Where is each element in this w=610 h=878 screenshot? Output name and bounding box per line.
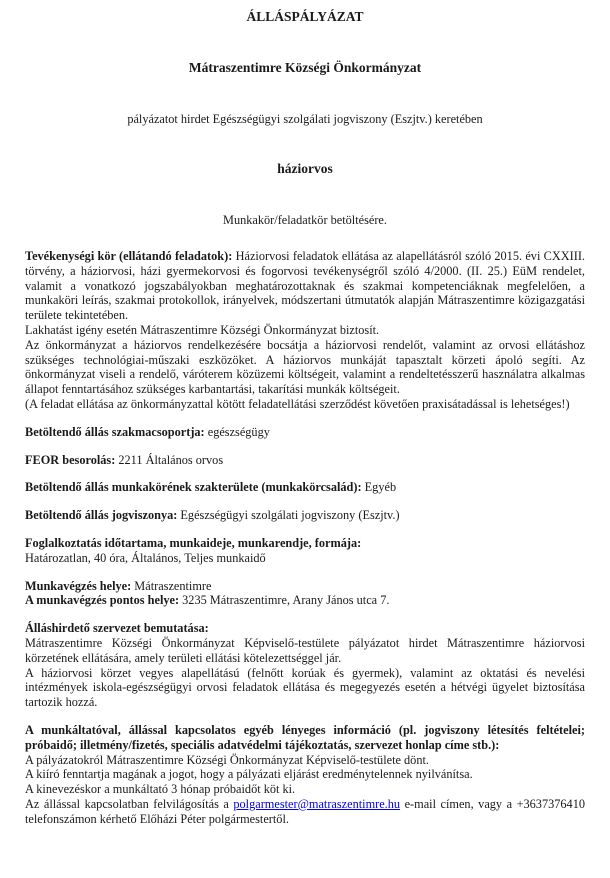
work-location-block [25,579,585,609]
other-info-probation-line: A kinevezéskor a munkáltató 3 hónap próbaidőt köt ki. [25,782,296,797]
organization-intro-label: Álláshirdető szervezet bemutatása: [25,621,209,636]
field-employment-label: Foglalkoztatás időtartama, munkaideje, munkarendje, formája: [25,535,362,550]
other-info-section [25,723,585,827]
field-location-value: Mátraszentimre [134,578,212,593]
duties-paragraph [25,249,585,323]
field-feor-value: 2211 Általános orvos [118,452,224,467]
other-info-heading: A munkáltatóval, állással kapcsolatos egyéb lényeges információ (pl. jogviszony létesítés feltételei; próbaidő; illetmény/fizetés, speciális adatvédelmi tájékoztatás, szervezet honlap címe stb.): [25,722,585,752]
field-legal-relation-label: Betöltendő állás jogviszonya: [25,508,178,523]
field-legal-relation-value: Egészségügyi szolgálati jogviszony (Eszjtv.) [180,508,400,523]
email-link[interactable]: polgarmester@matraszentimre.hu [233,796,401,811]
field-location-label: Munkavégzés helye: [25,578,132,593]
field-specialty-label: Betöltendő állás munkakörének szakterülete (munkakörcsalád): [25,480,362,495]
position-fill-line: Munkakör/feladatkör betöltésére. [223,213,387,228]
document-title: ÁLLÁSPÁLYÁZAT [246,9,364,24]
field-specialty-value: Egyéb [364,480,397,495]
field-profession-group [25,425,585,440]
field-exact-location [25,593,585,608]
field-feor-label: FEOR besorolás: [25,452,116,467]
contact-line [25,797,585,827]
position-title: háziorvos [277,161,333,177]
organization-intro-section [25,621,585,710]
duties-text: Háziorvosi feladatok ellátása az alapellátásról szóló 2015. évi CXXIII. törvény, a háziorvosi, házi gyermekorvosi és fogorvosi tevékenységről szóló 4/2000. (II. 25.) EüM rendelet, valamit a vonatkozó jogszabályokban meghatározottaknak és szakmai kompetenciáknak megfelelően, a munkaköri leírás, szakmai protokollok, irányelvek, módszertani útmutatók alapján Mátraszentimre közigazgatási területe tekintetében. [25,248,585,323]
duties-label: Tevékenységi kör (ellátandó feladatok): [25,248,233,263]
contact-post-text: e-mail címen, vagy a +3637376410 telefonszámon kérhető Előházi Péter polgármestertől. [25,796,585,826]
organization-intro-p2: A háziorvosi körzet vegyes alapellátású (felnőtt korúak és gyermek), valamint az oktatási és nevelési intézmények iskola-egészségügyi orvosi feladatok ellátása és megegyezés esetén a hétvégi ügyelet biztosítása tartozik hozzá. [25,665,585,710]
organization-intro-p1: Mátraszentimre Községi Önkormányzat Képviselő-testülete pályázatot hirdet Mátraszentimre háziorvosi körzetének ellátására, amely területi ellátási kötelezettséggel jár. [25,635,585,665]
posting-intro-line: pályázatot hirdet Egészségügyi szolgálati jogviszony (Eszjtv.) keretében [127,111,483,126]
field-specialty [25,480,585,495]
field-exact-location-label: A munkavégzés pontos helye: [25,593,180,608]
field-exact-location-value: 3235 Mátraszentimre, Arany János utca 7. [182,593,390,608]
organization-name: Mátraszentimre Községi Önkormányzat [188,59,422,75]
field-employment [25,536,585,566]
field-legal-relation [25,508,585,523]
field-profession-group-label: Betöltendő állás szakmacsoportja: [25,424,205,439]
field-profession-group-value: egészségügy [207,424,270,439]
field-feor [25,453,585,468]
field-employment-value: Határozatlan, 40 óra, Általános, Teljes munkaidő [25,550,266,565]
other-info-decision-line: A pályázatokról Mátraszentimre Községi Önkormányzat Képviselő-testülete dönt. [25,752,429,767]
contact-pre-text: Az állással kapcsolatban felvilágosítás a [25,796,229,811]
other-info-rights-line: A kiíró fenntartja magának a jogot, hogy a pályázati eljárást eredménytelennek nyilvánítsa. [25,767,473,782]
housing-line: Lakhatást igény esetén Mátraszentimre Községi Önkormányzat biztosít. [25,322,380,337]
field-location [25,579,585,594]
equipment-paragraph: Az önkormányzat a háziorvos rendelkezésére bocsátja a háziorvosi rendelőt, valamint az orvosi ellátáshoz szükséges technológiai-műszaki eszközöket. A háziorvos munkáját tapasztalt körzeti ápoló segíti. Az önkormányzat viseli a rendelő, váróterem közüzemi költségeit, valamint a rendeltetésszerű használatra alkalmas állapot fenntartásához szükséges karbantartási, takarítási munkák költségeit. [25,337,585,397]
praxis-note: (A feladat ellátása az önkormányzattal kötött feladatellátási szerződést követően praxisátadással is lehetséges!) [25,396,570,411]
